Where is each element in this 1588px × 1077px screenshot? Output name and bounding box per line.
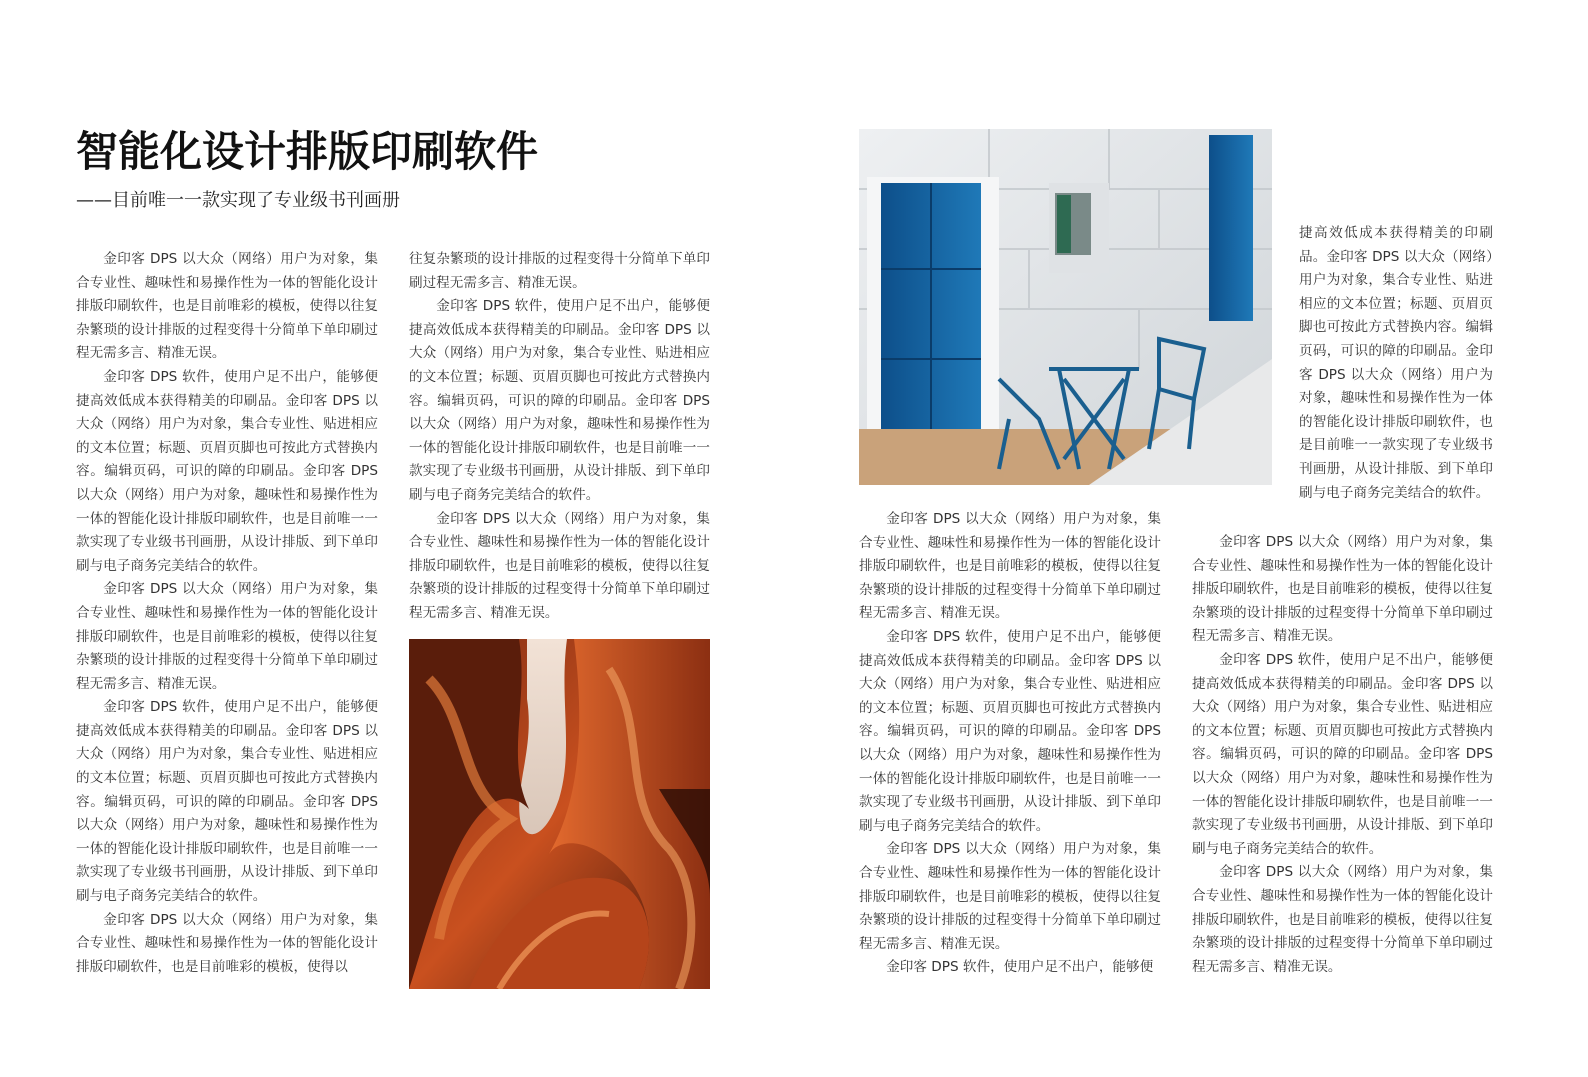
paragraph: 金印客 DPS 软件，使用户足不出户，能够便捷高效低成本获得精美的印刷品。金印客 DPS 以大众（网络）用户为对象，集合专业性、贴进相应的文本位置；标题、页眉页脚也可按此方式替换内容。编辑页码，可识的障的印刷品。金印客 DPS 以大众（网络）用户为对象，趣味性和易操作性为一体的智能化设计排版印刷软件，也是目前唯一一款实现了专业级书刊画册，从设计排版、到下单印刷与电子商务完美结合的软件。 — [76, 368, 378, 574]
paragraph: 金印客 DPS 以大众（网络）用户为对象，集合专业性、趣味性和易操作性为一体的智能化设计排版印刷软件，也是目前唯彩的模板，使得以往复杂繁琐的设计排版的过程变得十分简单下单印刷过程无需多言、精准无误。 — [76, 581, 378, 692]
paragraph-continued: 往复杂繁琐的设计排版的过程变得十分简单下单印刷过程无需多言、精准无误。 — [409, 251, 710, 291]
white-house-blue-doors-photo — [859, 129, 1272, 485]
paragraph: 金印客 DPS 软件，使用户足不出户，能够便捷高效低成本获得精美的印刷品。金印客 DPS 以大众（网络）用户为对象，集合专业性、贴进相应的文本位置；标题、页眉页脚也可按此方式替换内容。编辑页码，可识的障的印刷品。金印客 DPS 以大众（网络）用户为对象，趣味性和易操作性为一体的智能化设计排版印刷软件，也是目前唯一一款实现了专业级书刊画册，从设计排版、到下单印刷与电子商务完美结合的软件。 — [76, 699, 378, 905]
page-subtitle: ——目前唯一一款实现了专业级书刊画册 — [76, 190, 400, 211]
paragraph: 金印客 DPS 以大众（网络）用户为对象，集合专业性、趣味性和易操作性为一体的智能化设计排版印刷软件，也是目前唯彩的模板，使得以往复杂繁琐的设计排版的过程变得十分简单下单印刷过程无需多言、精准无误。 — [859, 841, 1161, 952]
paragraph: 金印客 DPS 软件，使用户足不出户，能够便捷高效低成本获得精美的印刷品。金印客 DPS 以大众（网络）用户为对象，集合专业性、贴进相应的文本位置；标题、页眉页脚也可按此方式替换内容。编辑页码，可识的障的印刷品。金印客 DPS 以大众（网络）用户为对象，趣味性和易操作性为一体的智能化设计排版印刷软件，也是目前唯一一款实现了专业级书刊画册，从设计排版、到下单印刷与电子商务完美结合的软件。 — [859, 628, 1161, 834]
paragraph: 金印客 DPS 以大众（网络）用户为对象，集合专业性、趣味性和易操作性为一体的智能化设计排版印刷软件，也是目前唯彩的模板，使得以往复杂繁琐的设计排版的过程变得十分简单下单印刷过程无需多言、精准无误。 — [1192, 864, 1493, 975]
page-title: 智能化设计排版印刷软件 — [76, 127, 539, 176]
paragraph: 金印客 DPS 以大众（网络）用户为对象，集合专业性、趣味性和易操作性为一体的智能化设计排版印刷软件，也是目前唯彩的模板，使得以往复杂繁琐的设计排版的过程变得十分简单下单印刷过程无需多言、精准无误。 — [76, 251, 378, 362]
text-column-3 — [859, 508, 1161, 988]
text-column-2 — [409, 248, 710, 628]
paragraph: 金印客 DPS 以大众（网络）用户为对象，集合专业性、趣味性和易操作性为一体的智能化设计排版印刷软件，也是目前唯彩的模板，使得以往复杂繁琐的设计排版的过程变得十分简单下单印刷过程无需多言、精准无误。 — [1192, 534, 1493, 645]
text-column-4 — [1192, 531, 1493, 983]
paragraph: 金印客 DPS 以大众（网络）用户为对象，集合专业性、趣味性和易操作性为一体的智能化设计排版印刷软件，也是目前唯彩的模板，使得以往复杂繁琐的设计排版的过程变得十分简单下单印刷过程无需多言、精准无误。 — [409, 510, 710, 621]
antelope-canyon-photo — [409, 639, 710, 989]
text-column-1 — [76, 248, 378, 988]
paragraph: 金印客 DPS 软件，使用户足不出户，能够便捷高效低成本获得精美的印刷品。金印客 DPS 以大众（网络）用户为对象，集合专业性、贴进相应的文本位置；标题、页眉页脚也可按此方式替换内容。编辑页码，可识的障的印刷品。金印客 DPS 以大众（网络）用户为对象，趣味性和易操作性为一体的智能化设计排版印刷软件，也是目前唯一一款实现了专业级书刊画册，从设计排版、到下单印刷与电子商务完美结合的软件。 — [1192, 651, 1493, 857]
paragraph: 金印客 DPS 以大众（网络）用户为对象，集合专业性、趣味性和易操作性为一体的智能化设计排版印刷软件，也是目前唯彩的模板，使得以 — [76, 911, 378, 975]
paragraph-continued: 捷高效低成本获得精美的印刷品。金印客 DPS 以大众（网络）用户为对象，集合专业性、贴进相应的文本位置；标题、页眉页脚也可按此方式替换内容。编辑页码，可识的障的印刷品。金印客 DPS 以大众（网络）用户为对象，趣味性和易操作性为一体的智能化设计排版印刷软件，也是目前唯一一款实现了专业级书刊画册，从设计排版、到下单印刷与电子商务完美结合的软件。 — [1299, 225, 1493, 501]
text-column-4-top — [1299, 222, 1493, 532]
paragraph: 金印客 DPS 软件，使用户足不出户，能够便捷高效低成本获得精美的印刷品。金印客 DPS 以大众（网络）用户为对象，集合专业性、贴进相应的文本位置；标题、页眉页脚也可按此方式替换内容。编辑页码，可识的障的印刷品。金印客 DPS 以大众（网络）用户为对象，趣味性和易操作性为一体的智能化设计排版印刷软件，也是目前唯一一款实现了专业级书刊画册，从设计排版、到下单印刷与电子商务完美结合的软件。 — [409, 298, 710, 503]
paragraph: 金印客 DPS 以大众（网络）用户为对象，集合专业性、趣味性和易操作性为一体的智能化设计排版印刷软件，也是目前唯彩的模板，使得以往复杂繁琐的设计排版的过程变得十分简单下单印刷过程无需多言、精准无误。 — [859, 511, 1161, 622]
paragraph: 金印客 DPS 软件，使用户足不出户，能够便 — [886, 959, 1154, 976]
